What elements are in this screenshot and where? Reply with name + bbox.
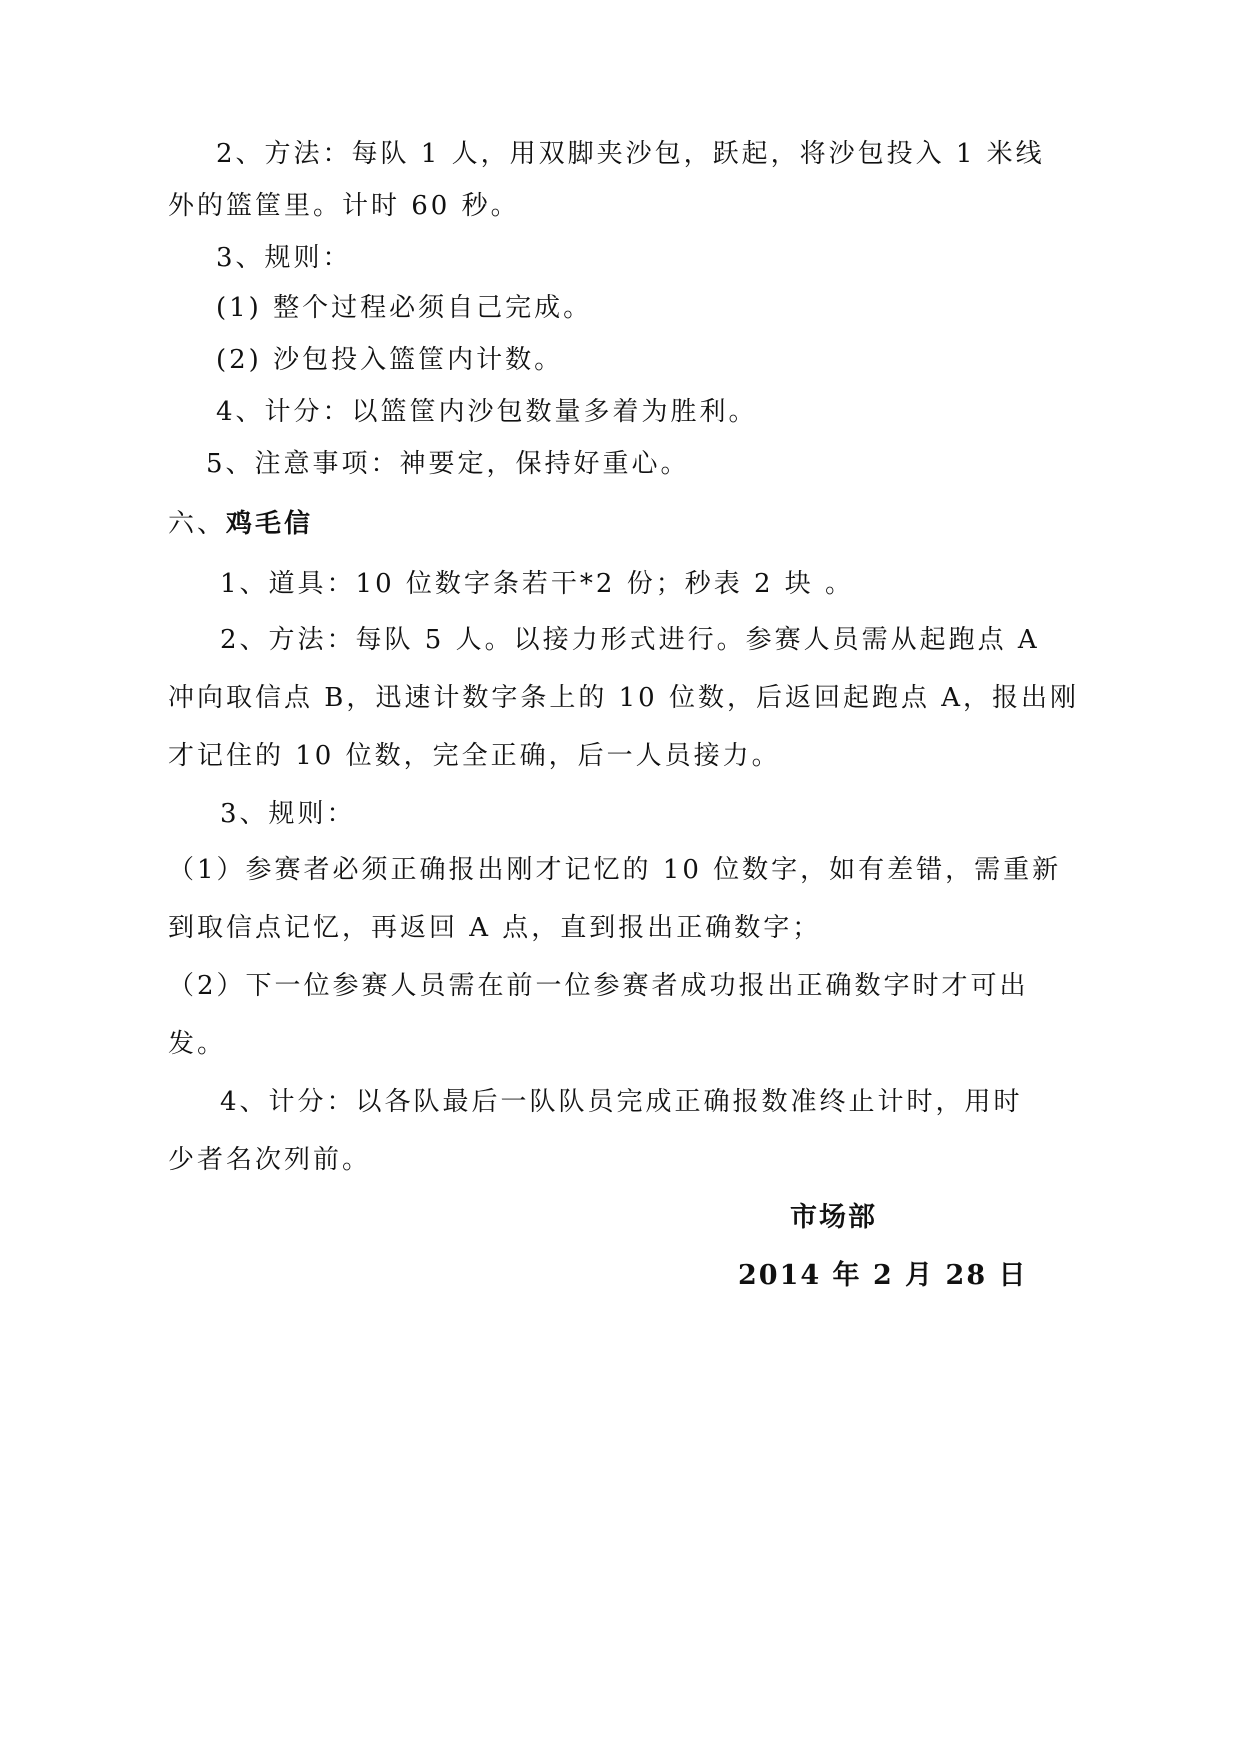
s6-rules-title: 3、规则： (220, 799, 356, 829)
s6-rule-2-line-1: （2）下一位参赛人员需在前一位参赛者成功报出正确数字时才可出 (168, 971, 1029, 1001)
s5-rules-title: 3、规则： (216, 243, 352, 273)
section-6-heading (168, 506, 313, 542)
s5-rule-1: (1) 整个过程必须自己完成。 (216, 293, 593, 323)
s5-notes: 5、注意事项：神要定，保持好重心。 (206, 449, 690, 479)
s6-method-line-2: 冲向取信点 B，迅速计数字条上的 10 位数，后返回起跑点 A，报出刚 (168, 683, 1080, 713)
s6-scoring-line-1: 4、计分：以各队最后一队队员完成正确报数准终止计时，用时 (220, 1087, 1023, 1117)
s6-rule-2-line-2: 发。 (168, 1029, 227, 1059)
s6-method-line-3: 才记住的 10 位数，完全正确，后一人员接力。 (168, 741, 781, 771)
s6-method-line-1: 2、方法：每队 5 人。以接力形式进行。参赛人员需从起跑点 A (220, 625, 1040, 655)
s6-props: 1、道具：10 位数字条若干*2 份；秒表 2 块 。 (220, 569, 855, 599)
s6-rule-1-line-1: （1）参赛者必须正确报出刚才记忆的 10 位数字，如有差错，需重新 (168, 855, 1062, 885)
section-6-title: 鸡毛信 (226, 509, 314, 539)
signature-date: 2014 年 2 月 28 日 (738, 1260, 1028, 1291)
s5-scoring: 4、计分：以篮筐内沙包数量多着为胜利。 (216, 397, 758, 427)
s5-method-line-2: 外的篮筐里。计时 60 秒。 (168, 191, 520, 221)
s6-scoring-line-2: 少者名次列前。 (168, 1145, 372, 1175)
s5-method-line-1: 2、方法：每队 1 人，用双脚夹沙包，跃起，将沙包投入 1 米线 (216, 139, 1045, 169)
s6-rule-1-line-2: 到取信点记忆，再返回 A 点，直到报出正确数字； (168, 913, 822, 943)
signature-department: 市场部 (790, 1202, 877, 1233)
section-6-number: 六、 (168, 509, 227, 539)
s5-rule-2: (2) 沙包投入篮筐内计数。 (216, 345, 564, 375)
